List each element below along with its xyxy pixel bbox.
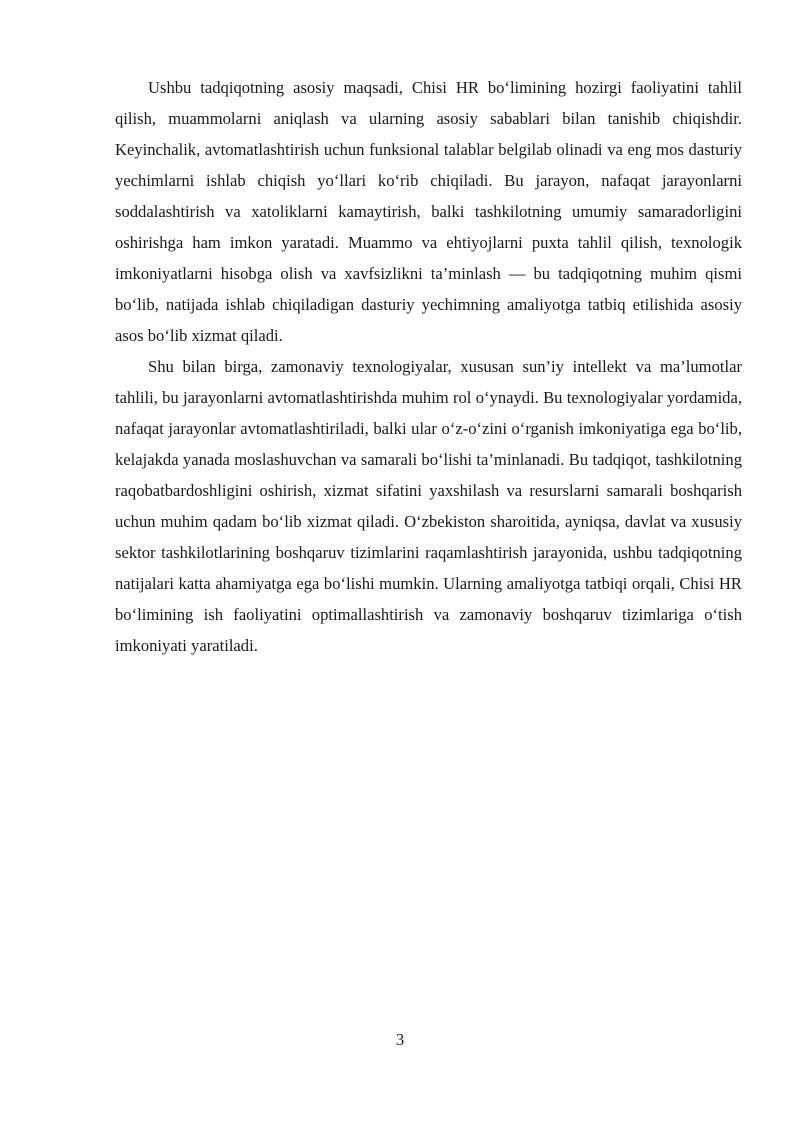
body-text — [115, 72, 742, 661]
paragraph-research-goal: Ushbu tadqiqotning asosiy maqsadi, Chisi HR bo‘limining hozirgi faoliyatini tahlil qilish, muammolarni aniqlash va ularning asosiy sabablari bilan tanishib chiqishdir. Keyinchalik, avtomatlashtirish uchun funksional talablar belgilab olinadi va eng mos dasturiy yechimlarni ishlab chiqish yo‘llari ko‘rib chiqiladi. Bu jarayon, nafaqat jarayonlarni soddalashtirish va xatoliklarni kamaytirish, balki tashkilotning umumiy samaradorligini oshirishga ham imkon yaratadi. Muammo va ehtiyojlarni puxta tahlil qilish, texnologik imkoniyatlarni hisobga olish va xavfsizlikni ta’minlash — bu tadqiqotning muhim qismi bo‘lib, natijada ishlab chiqiladigan dasturiy yechimning amaliyotga tatbiq etilishida asosiy asos bo‘lib xizmat qiladi. — [115, 78, 742, 345]
paragraph-modern-technologies: Shu bilan birga, zamonaviy texnologiyalar, xususan sun’iy intellekt va ma’lumotlar tahlili, bu jarayonlarni avtomatlashtirishda muhim rol o‘ynaydi. Bu texnologiyalar yordamida, nafaqat jarayonlar avtomatlashtiriladi, balki ular o‘z-o‘zini o‘rganish imkoniyatiga ega bo‘lib, kelajakda yanada moslashuvchan va samarali bo‘lishi ta’minlanadi. Bu tadqiqot, tashkilotning raqobatbardoshligini oshirish, xizmat sifatini yaxshilash va resurslarni samarali boshqarish uchun muhim qadam bo‘lib xizmat qiladi. O‘zbekiston sharoitida, ayniqsa, davlat va xususiy sektor tashkilotlarining boshqaruv tizimlarini raqamlashtirish jarayonida, ushbu tadqiqotning natijalari katta ahamiyatga ega bo‘lishi mumkin. Ularning amaliyotga tatbiqi orqali, Chisi HR bo‘limining ish faoliyatini optimallashtirish va zamonaviy boshqaruv tizimlariga o‘tish imkoniyati yaratiladi. — [115, 357, 742, 655]
page-number: 3 — [395, 1030, 405, 1049]
